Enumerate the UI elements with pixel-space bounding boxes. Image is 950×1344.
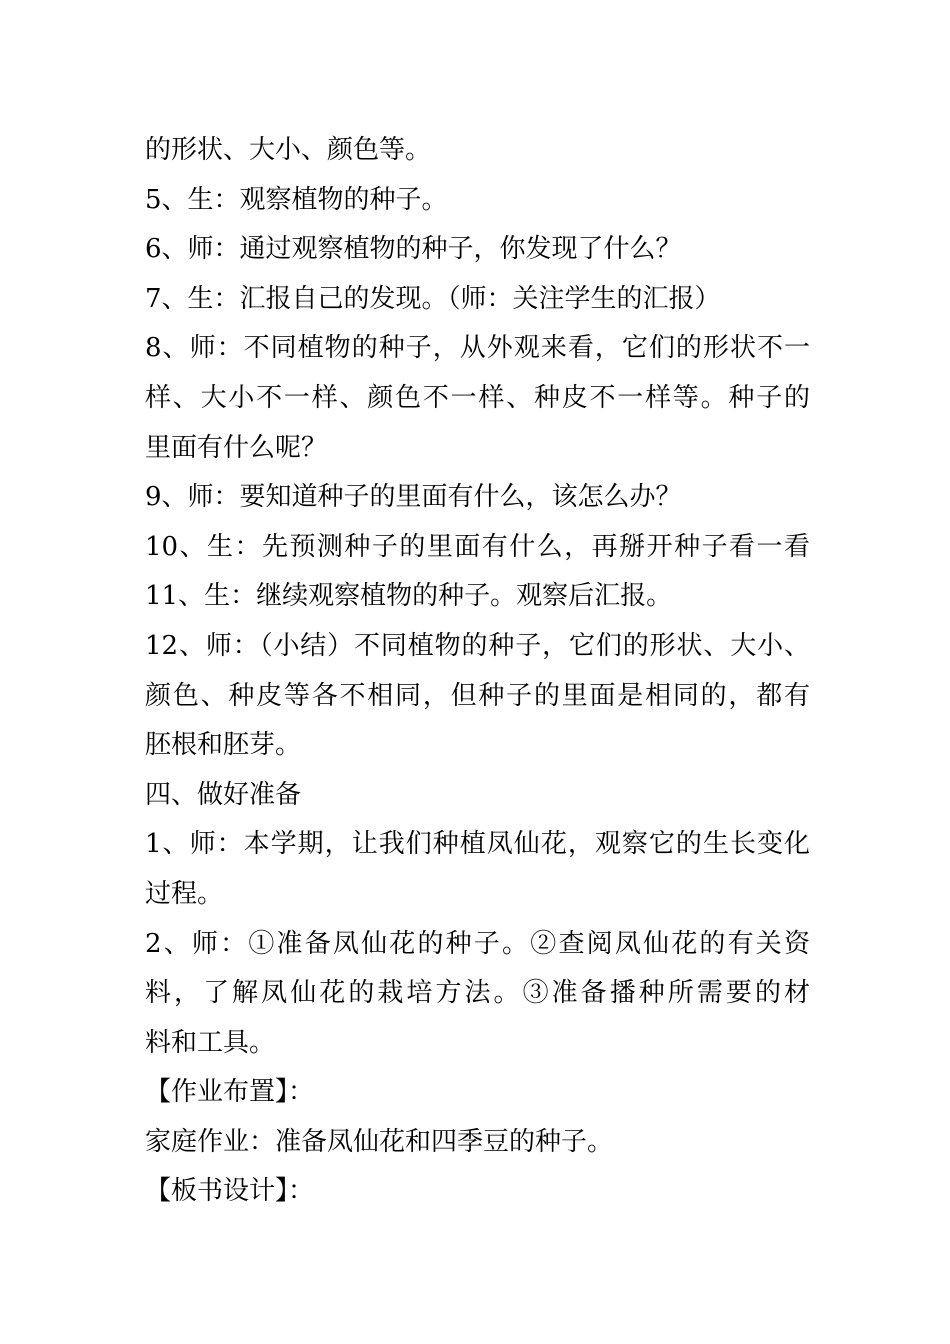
section-heading: 【作业布置】：	[145, 1077, 315, 1108]
text-line: 颜色、种皮等各不相同，但种子的里面是相同的，都有	[145, 680, 810, 711]
text-line: 9、师：要知道种子的里面有什么，该怎么办？	[145, 482, 682, 513]
text-line: 料和工具。	[145, 1027, 276, 1058]
text-line: 6、师：通过观察植物的种子，你发现了什么？	[145, 234, 682, 265]
text-line: 胚根和胚芽。	[145, 730, 302, 761]
section-heading: 四、做好准备	[145, 779, 302, 810]
text-line: 10、生：先预测种子的里面有什么，再掰开种子看一看	[145, 531, 810, 562]
text-line: 料，了解凤仙花的栽培方法。③准备播种所需要的材	[145, 978, 810, 1009]
text-line: 家庭作业：准备凤仙花和四季豆的种子。	[145, 1126, 614, 1157]
text-line: 11、生：继续观察植物的种子。观察后汇报。	[145, 581, 673, 612]
text-line: 的形状、大小、颜色等。	[145, 135, 432, 165]
text-line: 2、师：①准备凤仙花的种子。②查阅凤仙花的有关资	[145, 928, 810, 959]
text-line: 1、师：本学期，让我们种植凤仙花，观察它的生长变化	[145, 829, 810, 860]
text-line: 7、生：汇报自己的发现。（师：关注学生的汇报）	[145, 283, 721, 314]
text-line: 里面有什么呢？	[145, 432, 328, 463]
section-heading: 【板书设计】：	[145, 1176, 315, 1207]
text-line: 过程。	[145, 878, 224, 909]
text-line: 5、生：观察植物的种子。	[145, 184, 448, 215]
text-line: 样、大小不一样、颜色不一样、种皮不一样等。种子的	[145, 382, 810, 413]
document-body	[145, 126, 810, 1217]
text-line: 8、师：不同植物的种子，从外观来看，它们的形状不一	[145, 333, 810, 364]
text-line: 12、师：（小结）不同植物的种子，它们的形状、大小、	[145, 630, 810, 661]
